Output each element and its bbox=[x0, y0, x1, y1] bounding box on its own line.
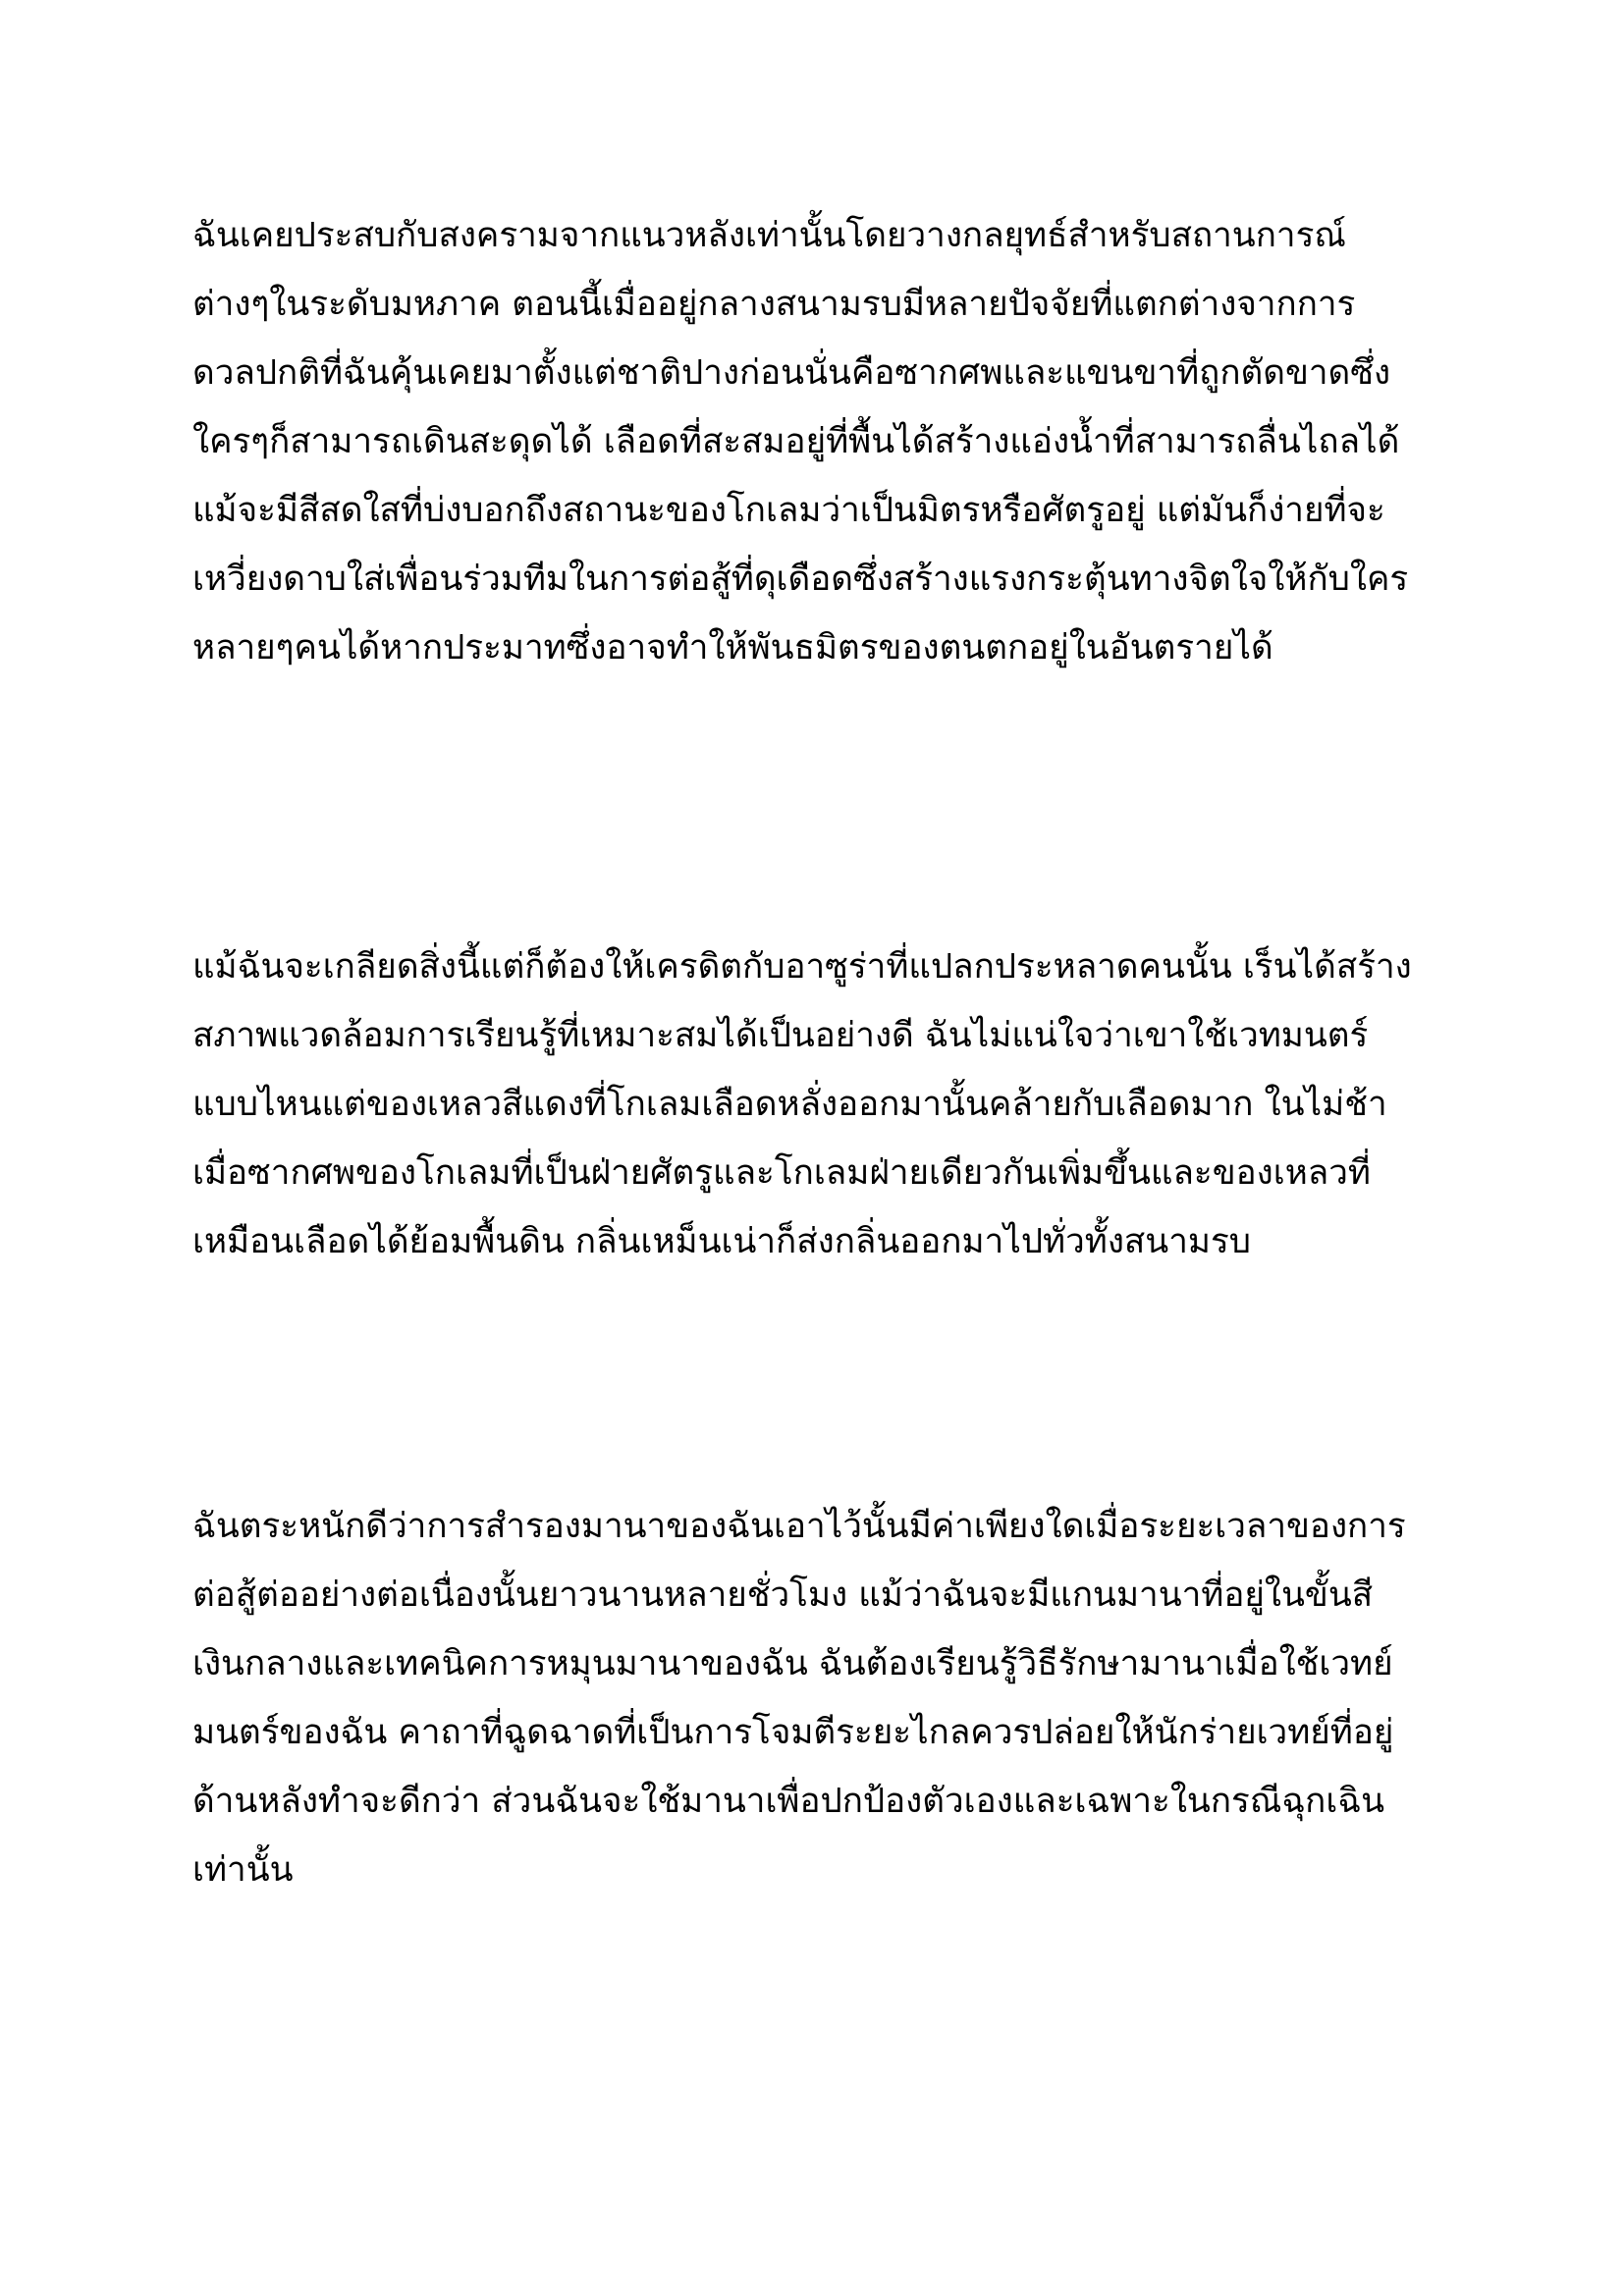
text-line: ฉันเคยประสบกับสงครามจากแนวหลังเท่านั้นโดยวางกลยุทธ์สำหรับสถานการณ์ bbox=[192, 216, 1346, 255]
paragraph-1 bbox=[192, 201, 1469, 682]
text-line: ใครๆก็สามารถเดินสะดุดได้ เลือดที่สะสมอยู่ที่พื้นได้สร้างแอ่งน้ำที่สามารถลื่นไถลได้ bbox=[192, 422, 1400, 461]
text-line: เหวี่ยงดาบใส่เพื่อนร่วมทีมในการต่อสู้ที่ดุเดือดซึ่งสร้างแรงกระตุ้นทางจิตใจให้กับใคร bbox=[192, 560, 1409, 599]
paragraph-2 bbox=[192, 933, 1469, 1276]
paragraph-3 bbox=[192, 1492, 1469, 1904]
text-line: มนตร์ของฉัน คาถาที่ฉูดฉาดที่เป็นการโจมตีระยะไกลควรปล่อยให้นักร่ายเวทย์ที่อยู่ bbox=[192, 1713, 1394, 1752]
text-line: แม้จะมีสีสดใสที่บ่งบอกถึงสถานะของโกเลมว่าเป็นมิตรหรือศัตรูอยู่ แต่มันก็ง่ายที่จะ bbox=[192, 491, 1385, 530]
text-line: สภาพแวดล้อมการเรียนรู้ที่เหมาะสมได้เป็นอย่างดี ฉันไม่แน่ใจว่าเขาใช้เวทมนตร์ bbox=[192, 1016, 1369, 1055]
text-line: แบบไหนแต่ของเหลวสีแดงที่โกเลมเลือดหลั่งออกมานั้นคล้ายกับเลือดมาก ในไม่ช้า bbox=[192, 1085, 1387, 1124]
text-line: ต่อสู้ต่ออย่างต่อเนื่องนั้นยาวนานหลายชั่วโมง แม้ว่าฉันจะมีแกนมานาที่อยู่ในขั้นสี bbox=[192, 1575, 1374, 1615]
text-line: ต่างๆในระดับมหภาค ตอนนี้เมื่ออยู่กลางสนามรบมีหลายปัจจัยที่แตกต่างจากการ bbox=[192, 285, 1356, 324]
text-line: ฉันตระหนักดีว่าการสำรองมานาของฉันเอาไว้นั้นมีค่าเพียงใดเมื่อระยะเวลาของการ bbox=[192, 1507, 1406, 1546]
text-line: เท่านั้น bbox=[192, 1850, 294, 1890]
text-line: เมื่อซากศพของโกเลมที่เป็นฝ่ายศัตรูและโกเลมฝ่ายเดียวกันเพิ่มขึ้นและของเหลวที่ bbox=[192, 1153, 1371, 1193]
text-line: ดวลปกติที่ฉันคุ้นเคยมาตั้งแต่ชาติปางก่อนนั่นคือซากศพและแขนขาที่ถูกตัดขาดซึ่ง bbox=[192, 353, 1391, 393]
text-line: เงินกลางและเทคนิคการหมุนมานาของฉัน ฉันต้องเรียนรู้วิธีรักษามานาเมื่อใช้เวทย์ bbox=[192, 1644, 1393, 1683]
text-line: ด้านหลังทำจะดีกว่า ส่วนฉันจะใช้มานาเพื่อปกป้องตัวเองและเฉพาะในกรณีฉุกเฉิน bbox=[192, 1782, 1385, 1821]
text-line: หลายๆคนได้หากประมาทซึ่งอาจทำให้พันธมิตรของตนตกอยู่ในอันตรายได้ bbox=[192, 628, 1273, 667]
text-line: เหมือนเลือดได้ย้อมพื้นดิน กลิ่นเหม็นเน่าก็ส่งกลิ่นออกมาไปทั่วทั้งสนามรบ bbox=[192, 1222, 1251, 1261]
text-line: แม้ฉันจะเกลียดสิ่งนี้แต่ก็ต้องให้เครดิตกับอาซูร่าที่แปลกประหลาดคนนั้น เร็นได้สร้าง bbox=[192, 947, 1412, 987]
